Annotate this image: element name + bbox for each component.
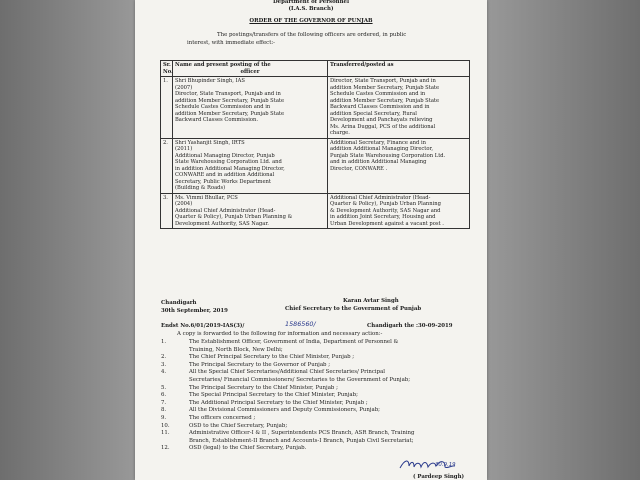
endorsement-item-text: OSD (legal) to the Chief Secretary, Punjab. [189,445,307,452]
row-officer [173,138,328,193]
endorsement-item-text: The Principal Secretary to the Governor of Punjab ; [189,361,331,368]
row-posted [328,138,470,193]
endorsement-item-text: All the Divisional Commissioners and Deputy Commissioners, Punjab; [189,407,380,414]
row-sr-no: 1. [161,77,173,139]
header-sr-no: Sr. No. [161,61,173,77]
row-officer [173,193,328,229]
cell-line: addition Member Secretary, Punjab State [330,97,440,104]
cell-line: Ms. Vimmi Bhullar, PCS [175,194,238,201]
cell-line: (Building & Roads) [175,185,226,191]
cell-line: Director, State Transport, Punjab and in [175,91,281,97]
endorsement-item-text: The Special Principal Secretary to the Chief Minister, Punjab; [189,392,358,399]
cell-line: (2011) [175,146,193,152]
cell-line: addition Additional Managing Director, [330,146,434,152]
handwritten-date: 30.9.19 [435,462,456,468]
cell-line: Punjab State Warehousing Corporation Ltd. [330,152,446,159]
endorsement-item-text: Secretaries/ Financial Commissioners/ Secretaries to the Government of Punjab; [189,377,411,383]
endorsement-item-text: Branch, Establishment-II Branch and Accounts-I Branch, Punjab Civil Secretariat; [189,437,414,444]
cell-line: & Development Authority, SAS Nagar and [330,207,441,214]
table-body [161,77,470,229]
endorsement-item-number: 9. [161,415,167,421]
endorsement-signer: ( Pardeep Singh) [413,474,465,480]
signatory-designation: Chief Secretary to the Government of Punjab [285,306,422,312]
intro-line-2: interest, with immediate effect:- [187,40,275,46]
cell-line: addition Member Secretary, Punjab State [175,110,285,117]
sign-date: 30th September, 2019 [161,308,228,314]
cell-line: Schedule Castes Commission and in [330,91,426,97]
row-sr-no: 3. [161,193,173,229]
endorsement-item-number: 11. [161,430,170,437]
background-left [0,0,140,480]
cell-line: Urban Development against a vacant post . [330,220,444,227]
cell-line: and in addition Additional Managing [330,159,427,165]
cell-line: (2007) [175,84,193,91]
cell-line: Quarter & Policy), Punjab Urban Planning & [175,214,293,220]
postings-table [160,60,470,229]
row-posted [328,193,470,229]
endorsement-item-number: 5. [161,384,167,391]
cell-line: addition Special Secretary, Rural [330,110,417,117]
cell-line: Shri Bhupinder Singh, IAS [175,78,245,84]
cell-line: Shri Yashanjit Singh, IRTS [175,139,245,146]
handwritten-number: 1586560/ [285,320,316,328]
table-row [161,138,470,193]
endorsement-item-text: All the Special Chief Secretaries/Additional Chief Secretaries/ Principal [189,369,386,376]
endorsement-place-date: Chandigarh the :30-09-2019 [367,323,453,329]
intro-line-1: The postings/transfers of the following officers are ordered, in public [217,32,407,38]
sign-place: Chandigarh [161,300,197,306]
order-title: ORDER OF THE GOVERNOR OF PUNJAB [249,18,373,24]
row-posted [328,77,470,139]
cell-line: Backward Classes Commission and in [330,104,430,110]
endorsement-item-number: 1. [161,339,167,345]
background-right [480,0,640,480]
row-sr-no: 2. [161,138,173,193]
endorsement-item-number: 4. [161,369,167,376]
cell-line: Development Authority, SAS Nagar. [175,220,269,227]
cell-line: Schedule Castes Commission and in [175,104,271,110]
row-officer [173,77,328,139]
cell-line: Director, CONWARE . [330,165,388,172]
cell-line: Ms. Arina Duggal, PCS of the additional [330,123,436,130]
cell-line: addition Member Secretary, Punjab State [175,97,285,104]
cell-line: Additional Chief Administrator (Head- [175,207,276,214]
table-row [161,77,470,139]
cell-line: Additional Secretary, Finance and in [330,139,426,146]
endorsement-item-number: 12. [161,445,170,452]
cell-line: Development and Panchayats relieving [330,117,433,123]
endorsement-intro: A copy is forwarded to the following for information and necessary action:- [177,331,383,337]
cell-line: CONWARE and in addition Additional [175,172,275,178]
cell-line: State Warehousing Corporation Ltd. and [175,159,282,165]
signatory-name: Karan Avtar Singh [343,298,399,304]
cell-line: Backward Classes Commission. [175,117,259,123]
cell-line: Additional Chief Administrator (Head- [330,194,431,201]
cell-line: in addition Additional Managing Director, [175,165,285,172]
endorsement-item-text: The Establishment Officer, Government of India, Department of Personnel & [189,339,399,345]
endorsement-item-number: 10. [161,422,170,429]
endorsement-item-number: 3. [161,361,167,368]
cell-line: in addition Joint Secretary, Housing and [330,214,436,220]
endorsement-item-text: The Additional Principal Secretary to the Chief Minister, Punjab ; [189,399,368,406]
endorsement-item-number: 8. [161,407,167,414]
cell-line: Director, State Transport, Punjab and in [330,78,436,84]
cell-line: Secretary, Public Works Department [175,178,271,185]
endorsement-item-text: Administrative Officer-I & II , Superintendents PCS Branch, ASR Branch, Training [189,430,415,437]
endorsement-item-number: 6. [161,392,167,399]
endorsement-item-text: The Chief Principal Secretary to the Chief Minister, Punjab ; [189,354,355,361]
table-row [161,193,470,229]
cell-line: addition Member Secretary, Punjab State [330,84,440,91]
header-officer: Name and present posting of the officer [173,61,328,77]
endorsement-number: Endst No.6/01/2019-IAS(3)/ [161,323,245,329]
handwritten-signature [397,456,467,474]
cell-line: charge. [330,130,350,136]
department-heading: Department of Personnel [272,0,350,5]
cell-line: Quarter & Policy), Punjab Urban Planning [330,201,441,207]
endorsement-item-text: OSD to the Chief Secretary, Punjab; [189,422,288,429]
cell-line: (2004) [175,201,193,207]
endorsement-item-text: The Principal Secretary to the Chief Minister, Punjab ; [189,384,338,391]
cell-line: Additional Managing Director, Punjab [175,152,275,159]
branch-heading: (I.A.S. Branch) [288,6,334,12]
table-header-row [161,61,470,77]
endorsement-item-number: 7. [161,399,167,406]
header-posted: Transferred/posted as [328,61,470,77]
document-page [135,0,487,480]
endorsement-item-text: Training, North Block, New Delhi; [189,346,283,353]
endorsement-item-text: The officers concerned ; [189,415,256,421]
endorsement-item-number: 2. [161,354,167,361]
